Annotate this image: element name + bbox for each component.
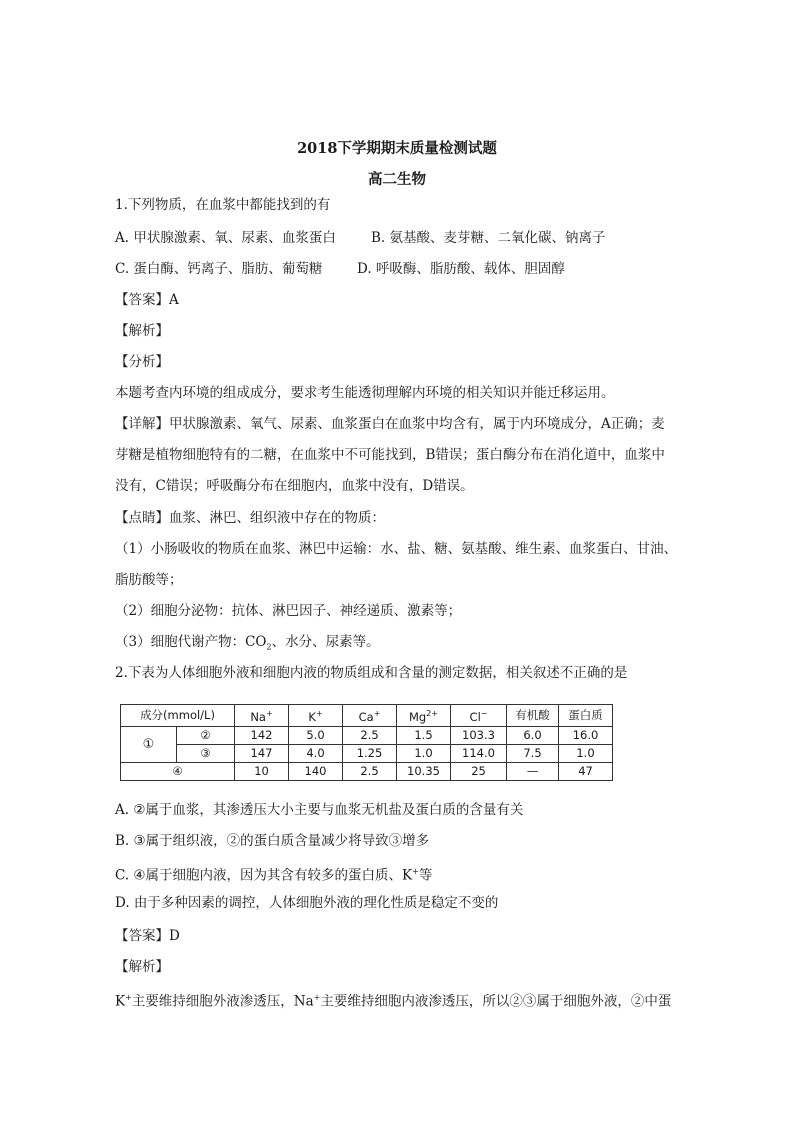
- header-na-sup: +: [265, 709, 273, 719]
- q1-analysis-heading: 【解析】: [115, 323, 169, 339]
- row-label: ③: [177, 745, 235, 763]
- table-row: [121, 763, 613, 781]
- table-row: [121, 745, 613, 763]
- question-1-stem: 1.下列物质，在血浆中都能找到的有: [115, 197, 331, 213]
- analysis-na-sup: +: [313, 993, 321, 1002]
- cell-ca: 1.25: [343, 745, 397, 763]
- point3-text-end: 、水分、尿素等。: [271, 634, 380, 650]
- q2-option-c: [115, 862, 432, 886]
- analysis-text-2: 主要维持细胞内液渗透压，所以②③属于细胞外液，②中蛋: [320, 993, 672, 1010]
- exam-title: 2018下学期期末质量检测试题: [297, 140, 497, 157]
- cell-na: 142: [235, 727, 289, 745]
- option-c-text-end: 等: [418, 867, 433, 884]
- q1-detail-line: 芽糖是植物细胞特有的二糖，在血浆中不可能找到，B错误；蛋白酶分布在消化道中，血浆中: [115, 447, 665, 463]
- header-component: 成分(mmol/L): [121, 705, 235, 727]
- q2-analysis-heading: 【解析】: [115, 959, 169, 975]
- q1-fenxi-text: 本题考查内环境的组成成分，要求考生能透彻理解内环境的相关知识并能迁移运用。: [115, 385, 615, 401]
- subject-title: 高二生物: [368, 171, 426, 188]
- cell-k: 5.0: [289, 727, 343, 745]
- cell-protein: 47: [559, 763, 613, 781]
- table-header-row: [121, 705, 613, 727]
- cell-mg: 1.0: [397, 745, 451, 763]
- cell-na: 147: [235, 745, 289, 763]
- header-mg-sup: 2+: [426, 709, 439, 719]
- cell-cl: 25: [451, 763, 507, 781]
- header-na-text: Na: [250, 709, 266, 724]
- data-table-container: [120, 704, 612, 778]
- table-row: [121, 727, 613, 745]
- q2-analysis-line: [115, 988, 671, 1012]
- q1-answer: 【答案】A: [115, 292, 179, 308]
- point3-subscript: 2: [266, 642, 272, 652]
- q2-answer: 【答案】D: [115, 928, 180, 944]
- option-c-sup: +: [412, 867, 419, 876]
- cell-ca: 2.5: [343, 763, 397, 781]
- cell-k: 140: [289, 763, 343, 781]
- q1-option-b: B. 氨基酸、麦芽糖、二氧化碳、钠离子: [371, 230, 606, 246]
- group-label: ①: [121, 727, 177, 763]
- cell-cl: 103.3: [451, 727, 507, 745]
- q2-option-a: A. ②属于血浆，其渗透压大小主要与血浆无机盐及蛋白质的含量有关: [115, 802, 524, 818]
- row-label: ②: [177, 727, 235, 745]
- option-c-text: C. ④属于细胞内液，因为其含有较多的蛋白质、K: [115, 867, 413, 884]
- question-2-stem: 2.下表为人体细胞外液和细胞内液的物质组成和含量的测定数据，相关叙述不正确的是: [115, 665, 628, 681]
- cell-protein: 16.0: [559, 727, 613, 745]
- cell-organic: —: [507, 763, 559, 781]
- cell-k: 4.0: [289, 745, 343, 763]
- header-ca-sup: +: [373, 709, 381, 719]
- cell-ca: 2.5: [343, 727, 397, 745]
- header-protein: 蛋白质: [559, 705, 613, 727]
- q1-dianjing-heading: 【点睛】血浆、淋巴、组织液中存在的物质：: [115, 510, 385, 526]
- point3-text: （3）细胞代谢产物：CO: [115, 634, 267, 650]
- q1-point-line: [115, 632, 380, 658]
- q1-fenxi-heading: 【分析】: [115, 354, 169, 370]
- cell-protein: 1.0: [559, 745, 613, 763]
- q1-point-line: （1）小肠吸收的物质在血浆、淋巴中运输：水、盐、糖、氨基酸、维生素、血浆蛋白、甘油、: [115, 541, 678, 557]
- cell-cl: 114.0: [451, 745, 507, 763]
- analysis-k-sup: +: [125, 993, 132, 1002]
- header-cl-sup: −: [480, 709, 488, 719]
- cell-organic: 7.5: [507, 745, 559, 763]
- q2-option-d: D. 由于多种因素的调控，人体细胞外液的理化性质是稳定不变的: [115, 895, 499, 911]
- q2-option-b: B. ③属于组织液，②的蛋白质含量减少将导致③增多: [115, 833, 430, 849]
- q1-detail-line: 【详解】甲状腺激素、氧气、尿素、血浆蛋白在血浆中均含有，属于内环境成分，A正确；麦: [115, 416, 665, 432]
- header-mg-text: Mg: [409, 709, 427, 724]
- analysis-k: K: [115, 993, 126, 1010]
- cell-organic: 6.0: [507, 727, 559, 745]
- header-mg: [397, 705, 451, 727]
- q1-detail-line: 没有，C错误；呼吸酶分布在细胞内，血浆中没有，D错误。: [115, 478, 474, 494]
- header-k-sup: +: [315, 709, 323, 719]
- q1-option-c: C. 蛋白酶、钙离子、脂肪、葡萄糖: [115, 261, 323, 277]
- cell-mg: 1.5: [397, 727, 451, 745]
- q1-point-line: 脂肪酸等；: [115, 572, 183, 588]
- cell-na: 10: [235, 763, 289, 781]
- header-cl: [451, 705, 507, 727]
- q1-point-line: （2）细胞分泌物：抗体、淋巴因子、神经递质、激素等；: [115, 603, 462, 619]
- header-ca: [343, 705, 397, 727]
- header-na: [235, 705, 289, 727]
- header-k-text: K: [308, 709, 316, 724]
- cell-mg: 10.35: [397, 763, 451, 781]
- header-cl-text: Cl: [469, 709, 481, 724]
- analysis-text-1: 主要维持细胞外液渗透压，Na: [131, 993, 314, 1010]
- composition-table: [120, 704, 613, 781]
- header-ca-text: Ca: [358, 709, 374, 724]
- header-k: [289, 705, 343, 727]
- q1-option-d: D. 呼吸酶、脂肪酸、载体、胆固醇: [357, 261, 565, 277]
- header-organic-acid: 有机酸: [507, 705, 559, 727]
- q1-option-a: A. 甲状腺激素、氧、尿素、血浆蛋白: [115, 230, 336, 246]
- row-label: ④: [121, 763, 235, 781]
